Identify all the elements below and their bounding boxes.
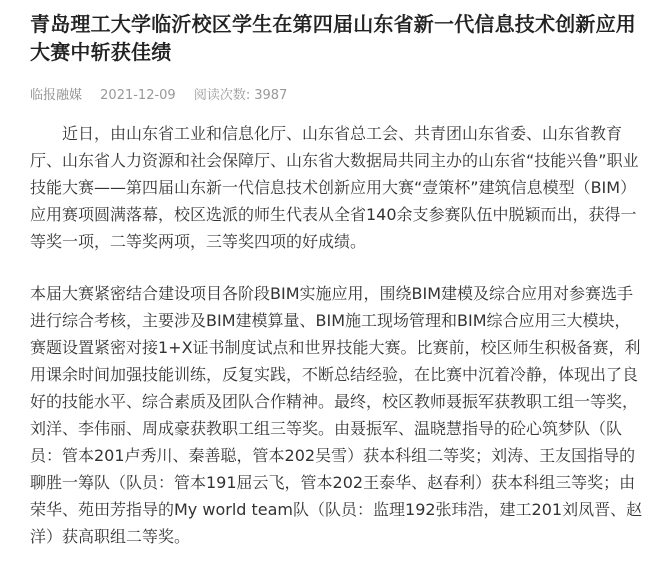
publish-date: 2021-12-09 [100,88,176,103]
article-paragraph-2 [30,280,644,550]
article-meta [30,86,644,106]
paragraph-text: 近日，由山东省工业和信息化厅、山东省总工会、共青团山东省委、山东省教育厅、山东省人力资源和社会保障厅、山东省大数据局共同主办的山东省“技能兴鲁”职业技能大赛——第四届山东新一代信息技术创新应用大赛“壹策杯”建筑信息模型（BIM）应用赛项圆满落幕，校区选派的师生代表从全省140余支参赛队伍中脱颖而出，获得一等奖一项，二等奖两项，三等奖四项的好成绩。 [30,124,639,251]
view-count-label: 阅读次数: [193,88,251,103]
article-paragraph-1 [30,120,644,255]
paragraph-text: 本届大赛紧密结合建设项目各阶段BIM实施应用，围绕BIM建模及综合应用对参赛选手进行综合考核，主要涉及BIM建模算量、BIM施工现场管理和BIM综合应用三大模块，赛题设置紧密对接1+X证书制度试点和世界技能大赛。比赛前，校区师生积极备赛，利用课余时间加强技能训练，反复实践，不断总结经验，在比赛中沉着冷静，体现出了良好的技能水平、综合素质及团队合作精神。最终，校区教师聂振军获教职工组一等奖，刘洋、李伟丽、周成豪获教职工组三等奖。由聂振军、温晓慧指导的砼心筑梦队（队员：管本201卢秀川、秦善聪，管本202吴雪）获本科组二等奖；刘涛、王友国指导的聊胜一筹队（队员：管本191屈云飞，管本202王泰华、赵春利）获本科组三等奖；由荣华、苑田芳指导的My world team队（队员：监理192张玮浩，建工201刘凤晋、赵洋）获高职组二等奖。 [30,284,643,546]
source-label: 临报融媒 [30,88,83,103]
article-title: 青岛理工大学临沂校区学生在第四届山东省新一代信息技术创新应用大赛中斩获佳绩 [30,12,636,64]
view-count-value: 3987 [254,88,288,103]
view-count [194,86,287,106]
